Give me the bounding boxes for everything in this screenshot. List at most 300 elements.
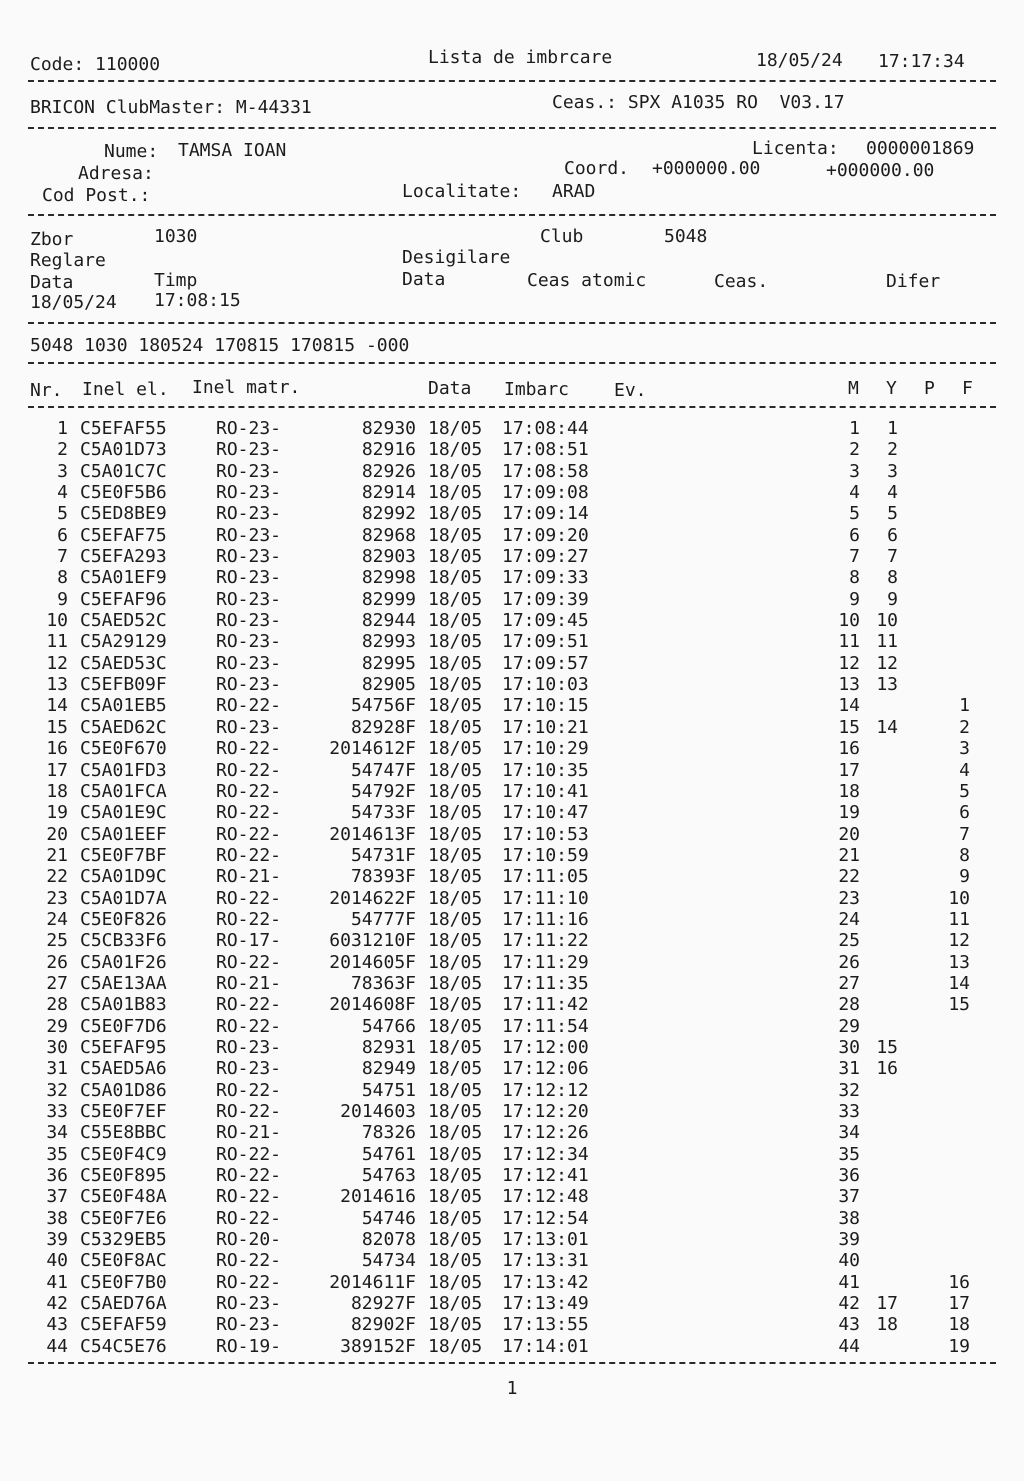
basketing-date: 18/05: [428, 674, 483, 696]
basketing-time: 17:13:31: [502, 1250, 589, 1272]
basketing-date: 18/05: [428, 460, 483, 482]
basketing-time: 17:11:05: [502, 866, 589, 888]
value-f: 4: [959, 759, 970, 781]
ring-number: 82968: [361, 524, 416, 546]
ring-series: RO-22-: [216, 1186, 282, 1208]
basketing-time: 17:11:29: [502, 951, 589, 973]
ring-number: 82993: [361, 631, 416, 653]
row-nr: 22: [46, 866, 68, 888]
ring-series: RO-22-: [216, 1101, 282, 1122]
basketing-time: 17:09:57: [502, 652, 589, 674]
row-nr: 38: [46, 1207, 68, 1229]
value-y: 18: [876, 1314, 898, 1336]
row-nr: 24: [46, 908, 68, 930]
electronic-ring: C5EFA293: [80, 546, 167, 568]
table-row: [0, 866, 1024, 887]
basketing-date: 18/05: [428, 588, 483, 610]
row-nr: 10: [46, 610, 68, 632]
ring-series: RO-22-: [216, 951, 282, 973]
ring-number: 82995: [361, 652, 416, 674]
ring-series: RO-21-: [216, 1122, 282, 1144]
value-y: 6: [887, 524, 898, 546]
basketing-date: 18/05: [428, 1186, 483, 1208]
ring-number: 82930: [361, 418, 416, 439]
timp-label: Timp: [154, 270, 198, 291]
table-row: [0, 781, 1024, 802]
value-m: 5: [849, 503, 860, 525]
value-m: 10: [838, 610, 860, 632]
value-f: 12: [948, 930, 970, 952]
basketing-date: 18/05: [428, 1079, 483, 1101]
col-inel-el: Inel el.: [82, 379, 169, 400]
ring-series: RO-17-: [216, 930, 282, 952]
basketing-time: 17:10:21: [502, 716, 589, 738]
postcode-label: Cod Post.:: [42, 185, 151, 206]
owner-name: TAMSA IOAN: [178, 140, 287, 161]
value-m: 4: [849, 482, 860, 504]
row-nr: 13: [46, 674, 68, 696]
value-m: 29: [838, 1015, 860, 1037]
basketing-date: 18/05: [428, 972, 483, 994]
ring-series: RO-22-: [216, 1143, 282, 1165]
value-y: 13: [876, 674, 898, 696]
basketing-time: 17:14:01: [502, 1335, 589, 1357]
zbor-label: Zbor: [30, 229, 74, 250]
ring-series: RO-23-: [216, 1293, 282, 1315]
basketing-date: 18/05: [428, 1143, 483, 1165]
ring-series: RO-23-: [216, 610, 282, 632]
table-row: [0, 909, 1024, 930]
table-row: [0, 824, 1024, 845]
value-f: 9: [959, 866, 970, 888]
basketing-date: 18/05: [428, 716, 483, 738]
ring-number: 2014603: [340, 1101, 416, 1122]
basketing-time: 17:10:47: [502, 802, 589, 824]
basketing-time: 17:10:59: [502, 844, 589, 866]
value-y: 9: [887, 588, 898, 610]
ring-number: 82916: [361, 439, 416, 461]
ring-number: 82926: [361, 460, 416, 482]
row-nr: 12: [46, 652, 68, 674]
table-row: [0, 1101, 1024, 1122]
basketing-time: 17:12:48: [502, 1186, 589, 1208]
row-nr: 36: [46, 1165, 68, 1187]
value-m: 34: [838, 1122, 860, 1144]
value-m: 2: [849, 439, 860, 461]
ring-series: RO-23-: [216, 716, 282, 738]
col-imbarc: Imbarc: [504, 379, 570, 400]
value-m: 39: [838, 1229, 860, 1251]
coord-longitude: +000000.00: [826, 160, 935, 181]
table-row: [0, 738, 1024, 759]
electronic-ring: C5E0F7E6: [80, 1207, 167, 1229]
basketing-date: 18/05: [428, 1271, 483, 1293]
ring-series: RO-22-: [216, 908, 282, 930]
table-row: [0, 1336, 1024, 1357]
ring-number: 78326: [361, 1122, 416, 1144]
ring-series: RO-23-: [216, 631, 282, 653]
basketing-time: 17:08:51: [502, 439, 589, 461]
basketing-date: 18/05: [428, 1122, 483, 1144]
table-row: [0, 1186, 1024, 1207]
row-nr: 2: [57, 439, 68, 461]
basketing-time: 17:09:27: [502, 546, 589, 568]
basketing-date: 18/05: [428, 695, 483, 717]
value-m: 27: [838, 972, 860, 994]
table-row: [0, 461, 1024, 482]
ring-series: RO-23-: [216, 1058, 282, 1080]
row-nr: 1: [57, 418, 68, 439]
bird-list: [0, 418, 1024, 1357]
device-text: BRICON ClubMaster: M-44331: [30, 97, 312, 118]
ring-number: 82914: [361, 482, 416, 504]
table-row: [0, 482, 1024, 503]
basketing-time: 17:12:12: [502, 1079, 589, 1101]
basketing-time: 17:09:14: [502, 503, 589, 525]
report-time: 17:17:34: [878, 51, 965, 72]
license-label: Licenta:: [752, 138, 839, 159]
value-m: 3: [849, 460, 860, 482]
basketing-time: 17:12:06: [502, 1058, 589, 1080]
ring-number: 54763: [361, 1165, 416, 1187]
electronic-ring: C5E0F7B0: [80, 1271, 167, 1293]
basketing-time: 17:09:39: [502, 588, 589, 610]
ring-series: RO-22-: [216, 1165, 282, 1187]
row-nr: 4: [57, 482, 68, 504]
value-y: 8: [887, 567, 898, 589]
table-row: [0, 888, 1024, 909]
row-nr: 3: [57, 460, 68, 482]
table-row: [0, 418, 1024, 439]
ring-series: RO-22-: [216, 994, 282, 1016]
value-f: 18: [948, 1314, 970, 1336]
table-row: [0, 802, 1024, 823]
value-f: 19: [948, 1335, 970, 1357]
table-row: [0, 930, 1024, 951]
value-y: 2: [887, 439, 898, 461]
row-nr: 26: [46, 951, 68, 973]
club-label: Club: [540, 226, 584, 247]
basketing-date: 18/05: [428, 524, 483, 546]
basketing-date: 18/05: [428, 1207, 483, 1229]
row-nr: 40: [46, 1250, 68, 1272]
ring-series: RO-23-: [216, 418, 282, 439]
ring-number: 82931: [361, 1036, 416, 1058]
value-m: 1: [849, 418, 860, 439]
ring-series: RO-19-: [216, 1335, 282, 1357]
divider: [28, 406, 996, 408]
basketing-time: 17:13:42: [502, 1271, 589, 1293]
basketing-date: 18/05: [428, 908, 483, 930]
row-nr: 28: [46, 994, 68, 1016]
electronic-ring: C5A01D86: [80, 1079, 167, 1101]
table-row: [0, 525, 1024, 546]
ring-series: RO-22-: [216, 780, 282, 802]
table-row: [0, 717, 1024, 738]
divider: [28, 80, 996, 82]
basketing-date: 18/05: [428, 610, 483, 632]
ring-number: 82944: [361, 610, 416, 632]
row-nr: 21: [46, 844, 68, 866]
value-f: 8: [959, 844, 970, 866]
basketing-date: 18/05: [428, 1229, 483, 1251]
value-m: 35: [838, 1143, 860, 1165]
ring-number: 82078: [361, 1229, 416, 1251]
table-row: [0, 760, 1024, 781]
basketing-time: 17:11:16: [502, 908, 589, 930]
basketing-date: 18/05: [428, 1058, 483, 1080]
value-f: 14: [948, 972, 970, 994]
value-y: 1: [887, 418, 898, 439]
row-nr: 29: [46, 1015, 68, 1037]
electronic-ring: C5E0F5B6: [80, 482, 167, 504]
row-nr: 18: [46, 780, 68, 802]
ring-series: RO-23-: [216, 674, 282, 696]
flight-summary: 5048 1030 180524 170815 170815 -000: [30, 335, 410, 356]
address-label: Adresa:: [78, 163, 154, 184]
basketing-date: 18/05: [428, 1101, 483, 1122]
table-row: [0, 1272, 1024, 1293]
ring-number: 389152F: [340, 1335, 416, 1357]
ring-number: 82927F: [350, 1293, 416, 1315]
value-m: 11: [838, 631, 860, 653]
electronic-ring: C5A01D73: [80, 439, 167, 461]
electronic-ring: C5AED5A6: [80, 1058, 167, 1080]
table-row: [0, 589, 1024, 610]
electronic-ring: C5A01E9C: [80, 802, 167, 824]
ring-series: RO-22-: [216, 695, 282, 717]
table-row: [0, 1144, 1024, 1165]
table-row: [0, 610, 1024, 631]
electronic-ring: C5EFAF59: [80, 1314, 167, 1336]
coord-label: Coord.: [564, 158, 630, 179]
ring-number: 54751: [361, 1079, 416, 1101]
row-nr: 32: [46, 1079, 68, 1101]
value-y: 15: [876, 1036, 898, 1058]
value-f: 5: [959, 780, 970, 802]
desigilare-label: Desigilare: [402, 247, 511, 268]
value-y: 3: [887, 460, 898, 482]
table-row: [0, 1080, 1024, 1101]
table-row: [0, 1122, 1024, 1143]
value-y: 10: [876, 610, 898, 632]
basketing-time: 17:12:41: [502, 1165, 589, 1187]
ring-number: 82949: [361, 1058, 416, 1080]
ring-series: RO-22-: [216, 1015, 282, 1037]
row-nr: 39: [46, 1229, 68, 1251]
value-y: 7: [887, 546, 898, 568]
value-m: 17: [838, 759, 860, 781]
ring-number: 2014608F: [329, 994, 416, 1016]
ring-number: 2014605F: [329, 951, 416, 973]
table-row: [0, 567, 1024, 588]
col-nr: Nr.: [30, 380, 63, 401]
basketing-time: 17:10:35: [502, 759, 589, 781]
value-m: 12: [838, 652, 860, 674]
ring-number: 82998: [361, 567, 416, 589]
ring-series: RO-23-: [216, 546, 282, 568]
table-row: [0, 1058, 1024, 1079]
basketing-date: 18/05: [428, 759, 483, 781]
basketing-date: 18/05: [428, 1036, 483, 1058]
row-nr: 6: [57, 524, 68, 546]
basketing-date: 18/05: [428, 503, 483, 525]
ring-series: RO-23-: [216, 588, 282, 610]
row-nr: 25: [46, 930, 68, 952]
table-row: [0, 1208, 1024, 1229]
table-row: [0, 1250, 1024, 1271]
value-m: 32: [838, 1079, 860, 1101]
electronic-ring: C5E0F7EF: [80, 1101, 167, 1122]
value-f: 10: [948, 887, 970, 909]
row-nr: 11: [46, 631, 68, 653]
value-m: 21: [838, 844, 860, 866]
electronic-ring: C5A01D7A: [80, 887, 167, 909]
ring-number: 78393F: [350, 866, 416, 888]
difer-label: Difer: [886, 271, 941, 292]
value-m: 9: [849, 588, 860, 610]
value-m: 8: [849, 567, 860, 589]
table-row: [0, 1165, 1024, 1186]
electronic-ring: C5AED76A: [80, 1293, 167, 1315]
divider: [28, 214, 996, 216]
ring-series: RO-23-: [216, 482, 282, 504]
value-m: 37: [838, 1186, 860, 1208]
value-m: 20: [838, 823, 860, 845]
basketing-date: 18/05: [428, 951, 483, 973]
electronic-ring: C5CB33F6: [80, 930, 167, 952]
value-y: 4: [887, 482, 898, 504]
ring-number: 54731F: [350, 844, 416, 866]
col-ev: Ev.: [614, 380, 647, 401]
ring-series: RO-23-: [216, 460, 282, 482]
clock-text: Ceas.: SPX A1035 RO V03.17: [552, 92, 845, 113]
electronic-ring: C55E8BBC: [80, 1122, 167, 1144]
row-nr: 27: [46, 972, 68, 994]
ring-number: 6031210F: [329, 930, 416, 952]
ring-number: 54733F: [350, 802, 416, 824]
electronic-ring: C54C5E76: [80, 1335, 167, 1357]
table-row: [0, 439, 1024, 460]
basketing-date: 18/05: [428, 930, 483, 952]
value-y: 16: [876, 1058, 898, 1080]
ring-series: RO-22-: [216, 738, 282, 760]
value-f: 15: [948, 994, 970, 1016]
report-title: Lista de imbrcare: [428, 47, 613, 68]
ring-series: RO-23-: [216, 1036, 282, 1058]
value-m: 42: [838, 1293, 860, 1315]
electronic-ring: C5A01FD3: [80, 759, 167, 781]
value-m: 40: [838, 1250, 860, 1272]
basketing-date: 18/05: [428, 1250, 483, 1272]
ring-number: 54766: [361, 1015, 416, 1037]
table-row: [0, 695, 1024, 716]
basketing-time: 17:09:20: [502, 524, 589, 546]
row-nr: 41: [46, 1271, 68, 1293]
divider: [28, 127, 996, 129]
basketing-time: 17:12:34: [502, 1143, 589, 1165]
value-f: 1: [959, 695, 970, 717]
col-data: Data: [428, 378, 472, 399]
atomic-clock-label: Ceas atomic: [527, 270, 647, 291]
value-m: 33: [838, 1101, 860, 1122]
divider: [28, 1362, 996, 1364]
electronic-ring: C5A01EF9: [80, 567, 167, 589]
ring-number: 82902F: [350, 1314, 416, 1336]
basketing-time: 17:11:54: [502, 1015, 589, 1037]
basketing-date: 18/05: [428, 1015, 483, 1037]
basketing-date: 18/05: [428, 1293, 483, 1315]
value-y: 12: [876, 652, 898, 674]
value-f: 13: [948, 951, 970, 973]
row-nr: 37: [46, 1186, 68, 1208]
basketing-time: 17:08:44: [502, 418, 589, 439]
ring-number: 54777F: [350, 908, 416, 930]
basketing-time: 17:09:08: [502, 482, 589, 504]
table-row: [0, 1229, 1024, 1250]
clock-label: Ceas.: [714, 271, 769, 292]
ring-series: RO-22-: [216, 823, 282, 845]
table-row: [0, 973, 1024, 994]
ring-series: RO-22-: [216, 1079, 282, 1101]
page-number: 1: [506, 1378, 518, 1399]
electronic-ring: C5EFAF96: [80, 588, 167, 610]
name-label: Nume:: [104, 141, 159, 162]
value-f: 17: [948, 1293, 970, 1315]
table-row: [0, 952, 1024, 973]
electronic-ring: C5EFB09F: [80, 674, 167, 696]
row-nr: 19: [46, 802, 68, 824]
value-m: 41: [838, 1271, 860, 1293]
value-f: 16: [948, 1271, 970, 1293]
ring-number: 82928F: [350, 716, 416, 738]
value-f: 3: [959, 738, 970, 760]
electronic-ring: C5EFAF75: [80, 524, 167, 546]
basketing-time: 17:11:35: [502, 972, 589, 994]
value-m: 28: [838, 994, 860, 1016]
basketing-time: 17:11:22: [502, 930, 589, 952]
row-nr: 33: [46, 1101, 68, 1122]
value-m: 36: [838, 1165, 860, 1187]
value-y: 5: [887, 503, 898, 525]
table-row: [0, 1293, 1024, 1314]
basketing-time: 17:12:26: [502, 1122, 589, 1144]
value-y: 14: [876, 716, 898, 738]
basketing-time: 17:12:00: [502, 1036, 589, 1058]
table-row: [0, 845, 1024, 866]
value-f: 11: [948, 908, 970, 930]
license-value: 0000001869: [866, 138, 975, 159]
divider: [28, 322, 996, 324]
coord-latitude: +000000.00: [652, 158, 761, 179]
basketing-time: 17:13:49: [502, 1293, 589, 1315]
value-m: 44: [838, 1335, 860, 1357]
basketing-time: 17:13:01: [502, 1229, 589, 1251]
basketing-date: 18/05: [428, 1165, 483, 1187]
electronic-ring: C5E0F826: [80, 908, 167, 930]
row-nr: 17: [46, 759, 68, 781]
basketing-date: 18/05: [428, 866, 483, 888]
basketing-time: 17:10:15: [502, 695, 589, 717]
value-y: 17: [876, 1293, 898, 1315]
electronic-ring: C5E0F7BF: [80, 844, 167, 866]
basketing-date: 18/05: [428, 1314, 483, 1336]
ring-series: RO-21-: [216, 866, 282, 888]
row-nr: 30: [46, 1036, 68, 1058]
table-row: [0, 1016, 1024, 1037]
value-m: 43: [838, 1314, 860, 1336]
data2-label: Data: [402, 269, 446, 290]
